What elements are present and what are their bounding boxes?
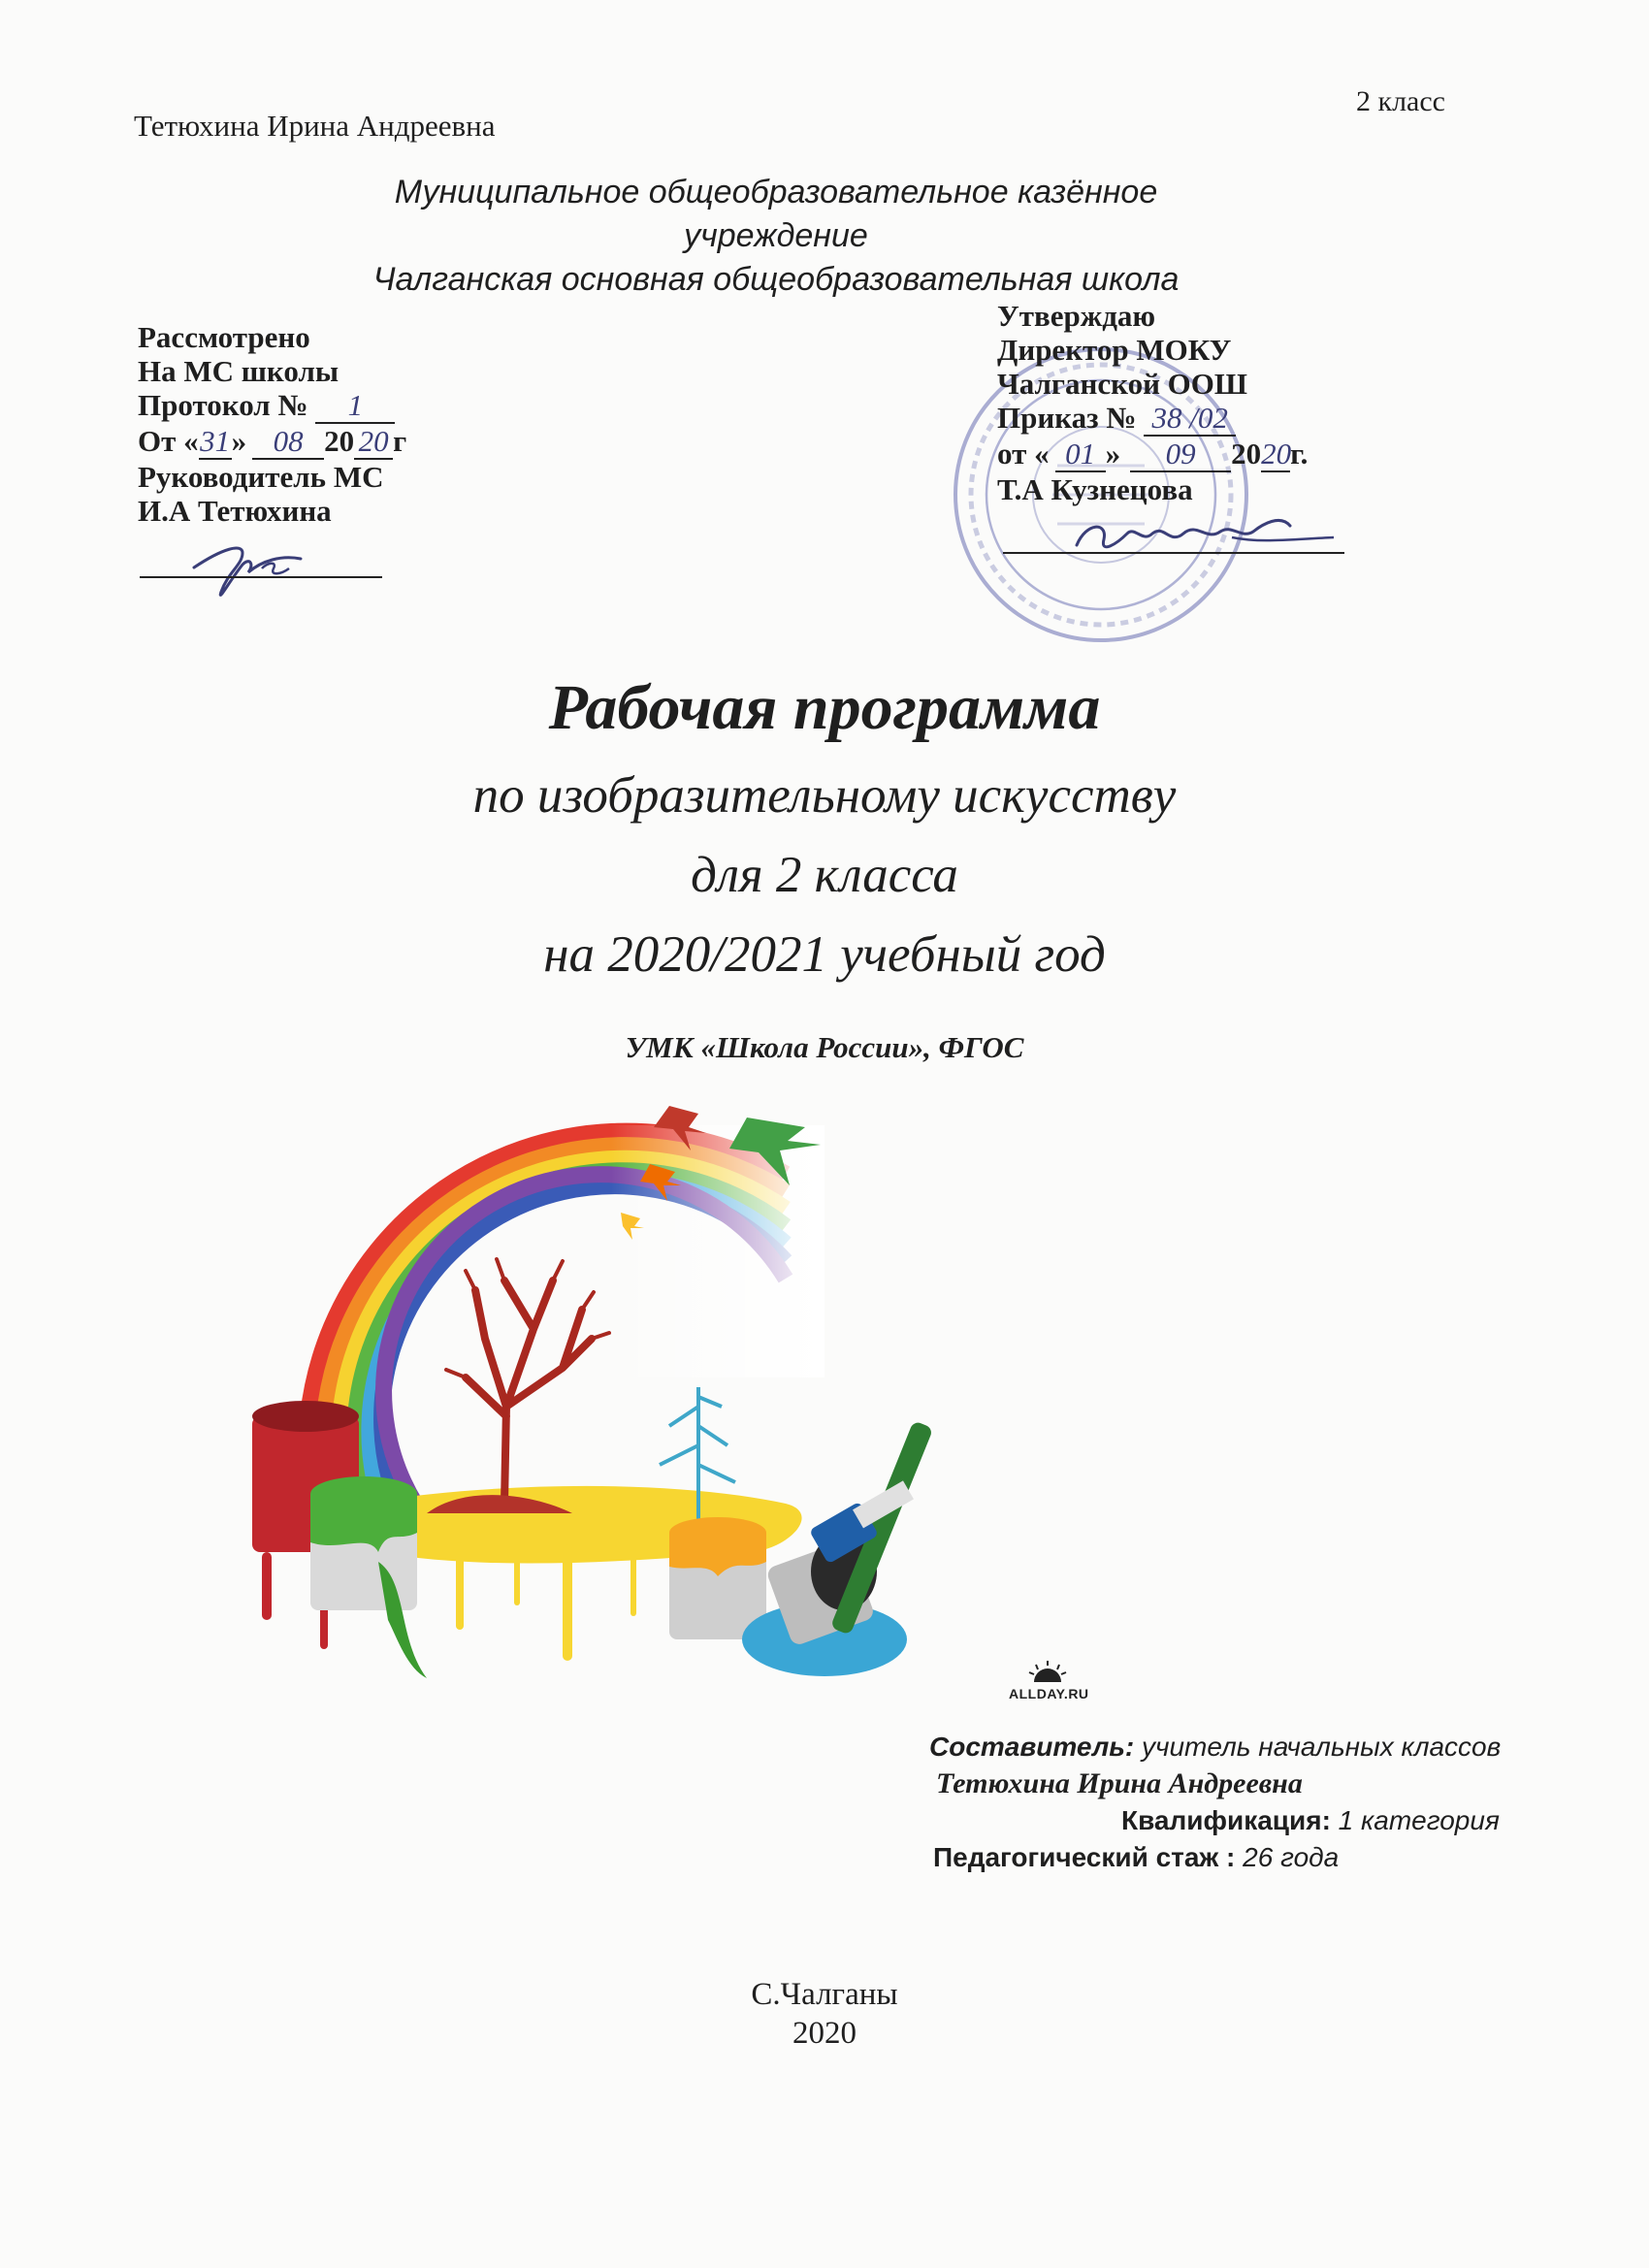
footer-year: 2020 bbox=[792, 2016, 857, 2051]
date-day: 01 bbox=[1055, 437, 1106, 472]
date-year-prefix: 20 bbox=[1231, 437, 1262, 470]
compiler-value: учитель начальных классов bbox=[1134, 1732, 1502, 1762]
approved-date bbox=[997, 437, 1308, 472]
approved-director-title: Директор МОКУ bbox=[997, 333, 1232, 367]
protocol-number: 1 bbox=[315, 388, 395, 424]
qualification-label: Квалификация: bbox=[1121, 1805, 1331, 1835]
date-prefix: от « bbox=[997, 437, 1050, 470]
compiler-name: Тетюхина Ирина Андреевна bbox=[936, 1767, 1303, 1799]
considered-protocol bbox=[138, 388, 406, 424]
year-line: на 2020/2021 учебный год bbox=[543, 926, 1106, 983]
date-year: 20 bbox=[354, 424, 393, 460]
footer-town: С.Чалганы bbox=[751, 1977, 898, 2012]
red-tree bbox=[446, 1259, 609, 1504]
experience-label: Педагогический стаж : bbox=[933, 1842, 1236, 1872]
protocol-label: Протокол № bbox=[138, 388, 308, 422]
date-year-prefix: 20 bbox=[324, 424, 355, 458]
considered-block bbox=[138, 320, 406, 528]
umk-line: УМК «Школа России», ФГОС bbox=[625, 1030, 1024, 1064]
date-suffix: г bbox=[393, 424, 407, 458]
date-day: 31 bbox=[200, 424, 231, 458]
date-prefix: От « bbox=[138, 424, 199, 458]
author-name-header: Тетюхина Ирина Андреевна bbox=[134, 109, 496, 143]
experience-line bbox=[933, 1839, 1339, 1875]
organization-line-2: Чалганская основная общеобразовательная школа bbox=[372, 261, 1180, 298]
date-month: 09 bbox=[1130, 437, 1231, 472]
council-head-name: И.А Тетюхина bbox=[138, 494, 332, 528]
date-mid: » bbox=[231, 424, 247, 458]
approved-school: Чалганской ООШ bbox=[997, 367, 1247, 401]
sun-logo-icon bbox=[1028, 1661, 1067, 1684]
image-watermark: ALLDAY.RU bbox=[1009, 1686, 1089, 1701]
order-number: 38 /02 bbox=[1144, 401, 1236, 437]
approved-block bbox=[997, 299, 1308, 506]
yellow-paint-can bbox=[669, 1517, 766, 1639]
date-mid: » bbox=[1105, 437, 1121, 470]
grade-label: 2 класс bbox=[1356, 85, 1445, 117]
approved-heading: Утверждаю bbox=[997, 299, 1156, 333]
compiler-line bbox=[929, 1729, 1501, 1765]
date-month: 08 bbox=[252, 424, 324, 460]
green-paint-can bbox=[310, 1476, 427, 1678]
considered-date bbox=[138, 424, 406, 460]
grade-line: для 2 класса bbox=[691, 847, 958, 903]
qualification-line bbox=[1121, 1802, 1500, 1838]
date-year: 20 bbox=[1261, 437, 1292, 470]
document-title: Рабочая программа bbox=[548, 672, 1101, 743]
considered-council: На МС школы bbox=[138, 354, 340, 388]
organization-name bbox=[320, 171, 1232, 302]
paint-rainbow-illustration bbox=[242, 1096, 1116, 1717]
subject-line: по изобразительному искусству bbox=[472, 767, 1177, 824]
compiler-label: Составитель: bbox=[929, 1732, 1135, 1762]
council-head-title: Руководитель МС bbox=[138, 460, 384, 494]
experience-value: 26 года bbox=[1235, 1842, 1340, 1872]
order-label: Приказ № bbox=[997, 401, 1137, 435]
considered-heading: Рассмотрено bbox=[138, 320, 310, 354]
date-suffix: г. bbox=[1290, 437, 1309, 470]
director-name: Т.А Кузнецова bbox=[997, 472, 1193, 506]
organization-line-1: Муниципальное общеобразовательное казённое учреждение bbox=[394, 174, 1158, 254]
approved-order bbox=[997, 401, 1308, 437]
council-head-signature bbox=[136, 524, 388, 616]
qualification-value: 1 категория bbox=[1330, 1805, 1500, 1835]
director-signature bbox=[999, 504, 1348, 572]
